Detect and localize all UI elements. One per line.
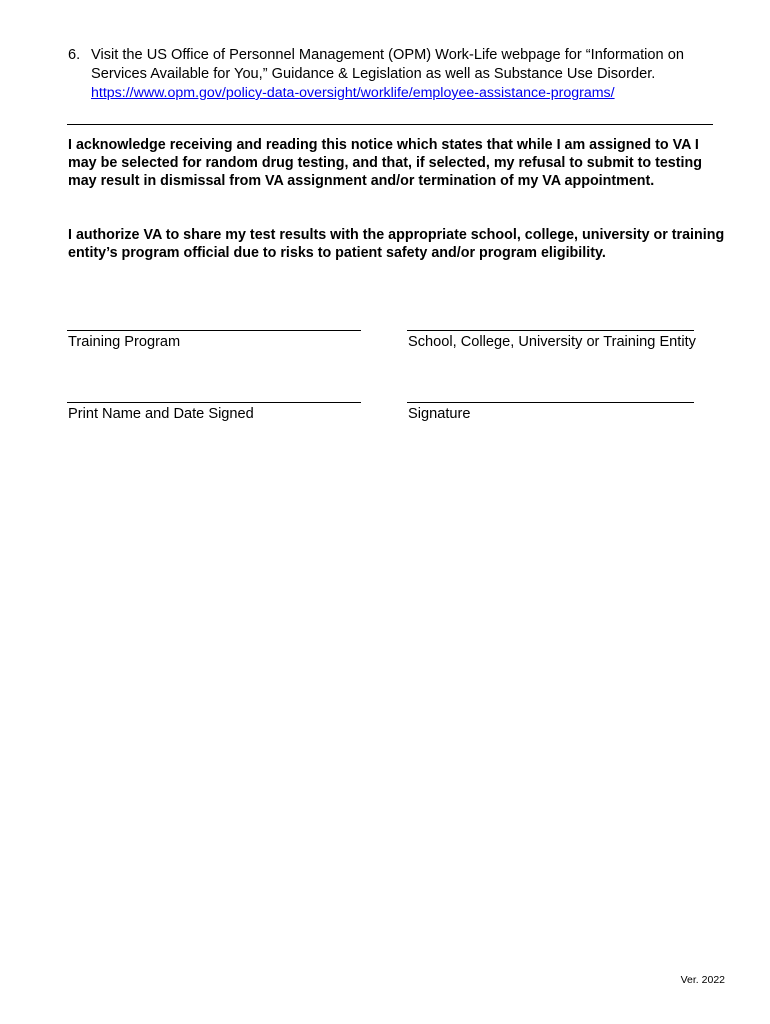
list-item-6 — [68, 46, 728, 103]
school-label: School, College, University or Training Entity — [408, 334, 696, 350]
opm-link[interactable]: https://www.opm.gov/policy-data-oversight/worklife/employee-assistance-programs/ — [91, 85, 615, 101]
training-program-label: Training Program — [68, 334, 181, 350]
signature-label: Signature — [408, 406, 471, 422]
horizontal-rule — [67, 124, 713, 125]
acknowledgement-paragraph: I acknowledge receiving and reading this notice which states that while I am assigned to VA I may be selected for random drug testing, and that, if selected, my refusal to submit to testing may result in dismissal from VA assignment and/or termination of my VA appointment. — [68, 137, 702, 189]
school-line[interactable] — [407, 330, 694, 331]
list-number: 6. — [68, 47, 81, 63]
authorization-paragraph: I authorize VA to share my test results with the appropriate school, college, university or training entity’s program official due to risks to patient safety and/or program eligibility. — [68, 227, 725, 261]
print-name-label: Print Name and Date Signed — [68, 406, 254, 422]
print-name-line[interactable] — [67, 402, 361, 403]
signature-line[interactable] — [407, 402, 694, 403]
list-item-text: Visit the US Office of Personnel Management (OPM) Work-Life webpage for “Information on Services Available for You,” Guidance & Legislation as well as Substance Use Disorder. — [91, 47, 684, 82]
version-footer: Ver. 2022 — [680, 974, 725, 986]
training-program-line[interactable] — [67, 330, 361, 331]
